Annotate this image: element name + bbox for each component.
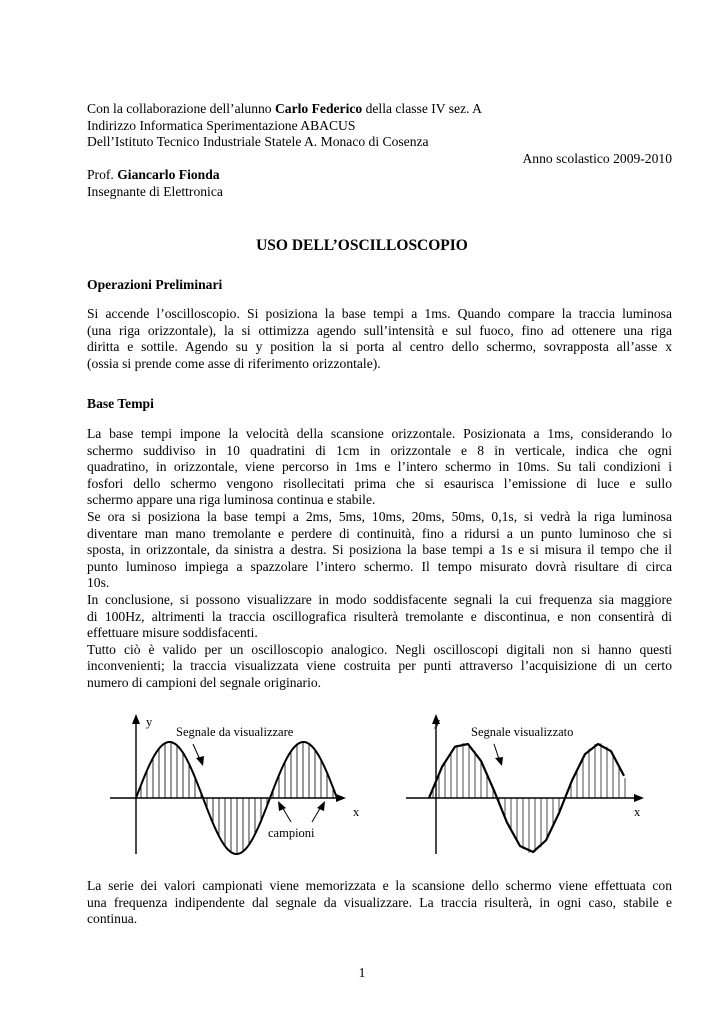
course-line: Indirizzo Informatica Sperimentazione ABACUS [87, 117, 356, 133]
text-line: continua. [87, 911, 138, 927]
text-line: quadratino, in orizzontale, viene percorso in 1ms e l’intero schermo in 10ms. Su tali condizioni i [87, 459, 672, 475]
signal-label: Segnale visualizzato [471, 725, 574, 739]
signal-pointer-arrow [495, 757, 503, 766]
text-line: La serie dei valori campionati viene memorizzata e la scansione dello schermo viene effettuata con [87, 878, 672, 893]
section-paragraph-timebase [87, 426, 672, 692]
school-line: Dell’Istituto Tecnico Industriale Statele A. Monaco di Cosenza [87, 134, 429, 150]
text-line: 10s. [87, 575, 110, 591]
y-axis-label: y [146, 715, 153, 729]
text-line: (ossia si prende come asse di riferimento orizzontale). [87, 355, 381, 371]
text-line: inconvenienti; la traccia visualizzata viene costruita per punti attraverso l’acquisizione di un certo [87, 658, 672, 674]
reconstructed-signal-figure [398, 710, 668, 870]
collaboration-line: Con la collaborazione dell’alunno Carlo Federico della classe IV sez. A [87, 101, 482, 116]
section-heading-timebase: Base Tempi [87, 396, 154, 411]
closing-paragraph [87, 878, 672, 928]
school-year: Anno scolastico 2009-2010 [522, 150, 672, 166]
section-paragraph-preliminary [87, 306, 672, 372]
text-line: effettuare misure soddisfacenti. [87, 625, 258, 641]
samples-label: campioni [268, 826, 315, 840]
section-heading-preliminary: Operazioni Preliminari [87, 277, 223, 292]
professor-line: Prof. Giancarlo Fionda [87, 167, 220, 183]
page-number: 1 [358, 965, 366, 980]
text-line: sposta, in orizzontale, da sinistra a destra. Si posiziona la base tempi a 1s e si misura il tempo che il [87, 542, 672, 558]
text-line: Se ora si posiziona la base tempi a 2ms, 5ms, 10ms, 20ms, 50ms, 0,1s, si vedrà la riga luminosa [87, 508, 672, 524]
signal-label: Segnale da visualizzare [176, 725, 294, 739]
x-axis-label: x [353, 805, 360, 819]
sampled-signal-figure [100, 710, 370, 870]
text-line: Tutto ciò è valido per un oscilloscopio analogico. Negli oscilloscopi digitali non si hanno questi [87, 641, 672, 657]
text-line: La base tempi impone la velocità della scansione orizzontale. Posizionata a 1ms, considerando lo [87, 426, 672, 441]
signal-pointer-arrow [196, 756, 204, 766]
samples-pointer-right-arrow [317, 801, 325, 811]
text-line: diritta e sottile. Agendo su y position la si porta al centro dello schermo, sovrapposta all’asse x [87, 339, 672, 355]
text-line: In conclusione, si possono visualizzare in modo soddisfacente segnali la cui frequenza sia maggiore [87, 591, 672, 607]
x-axis-label: x [634, 805, 641, 819]
text-line: fosfori dello schermo vengono risollecitati prima che si esaurisca l’emissione di luce e sullo [87, 475, 672, 491]
text-line: Si accende l’oscilloscopio. Si posiziona la base tempi a 1ms. Quando compare la traccia luminosa [87, 306, 672, 321]
text-line: schermo suddiviso in 10 quadratini di 1cm in orizzontale e 8 in verticale, indica che ogni [87, 442, 672, 458]
text-line: di 100Hz, altrimenti la traccia oscillografica risulterà tremolante e discontinua, e non consentirà di [87, 608, 672, 624]
document-title: USO DELL’OSCILLOSCOPIO [256, 237, 468, 254]
text-line: diventare man mano tremolante e perdere di continuità, fino a ridursi a un punto luminoso che si [87, 525, 672, 541]
professor-name: Giancarlo Fionda [117, 167, 220, 183]
text-line: punto luminoso impiega a spazzolare l’intero schermo. Il tempo misurato dovrà risultare di circa [87, 558, 672, 574]
text-line: numero di campioni del segnale originario. [87, 674, 322, 690]
header-block [87, 101, 672, 201]
y-axis-label: y [434, 715, 441, 729]
samples-pointer-left-arrow [278, 801, 286, 811]
text-line: (una riga orizzontale), la si ottimizza agendo sull’intensità e sul fuoco, fino ad ottenere una riga [87, 322, 672, 338]
student-name: Carlo Federico [274, 101, 363, 116]
text-line: una frequenza indipendente dal segnale da visualizzare. La traccia risulterà, in ogni caso, stabile e [87, 894, 672, 910]
professor-role: Insegnante di Elettronica [87, 183, 223, 199]
text-line: schermo appare una riga luminosa continua e stabile. [87, 492, 376, 508]
